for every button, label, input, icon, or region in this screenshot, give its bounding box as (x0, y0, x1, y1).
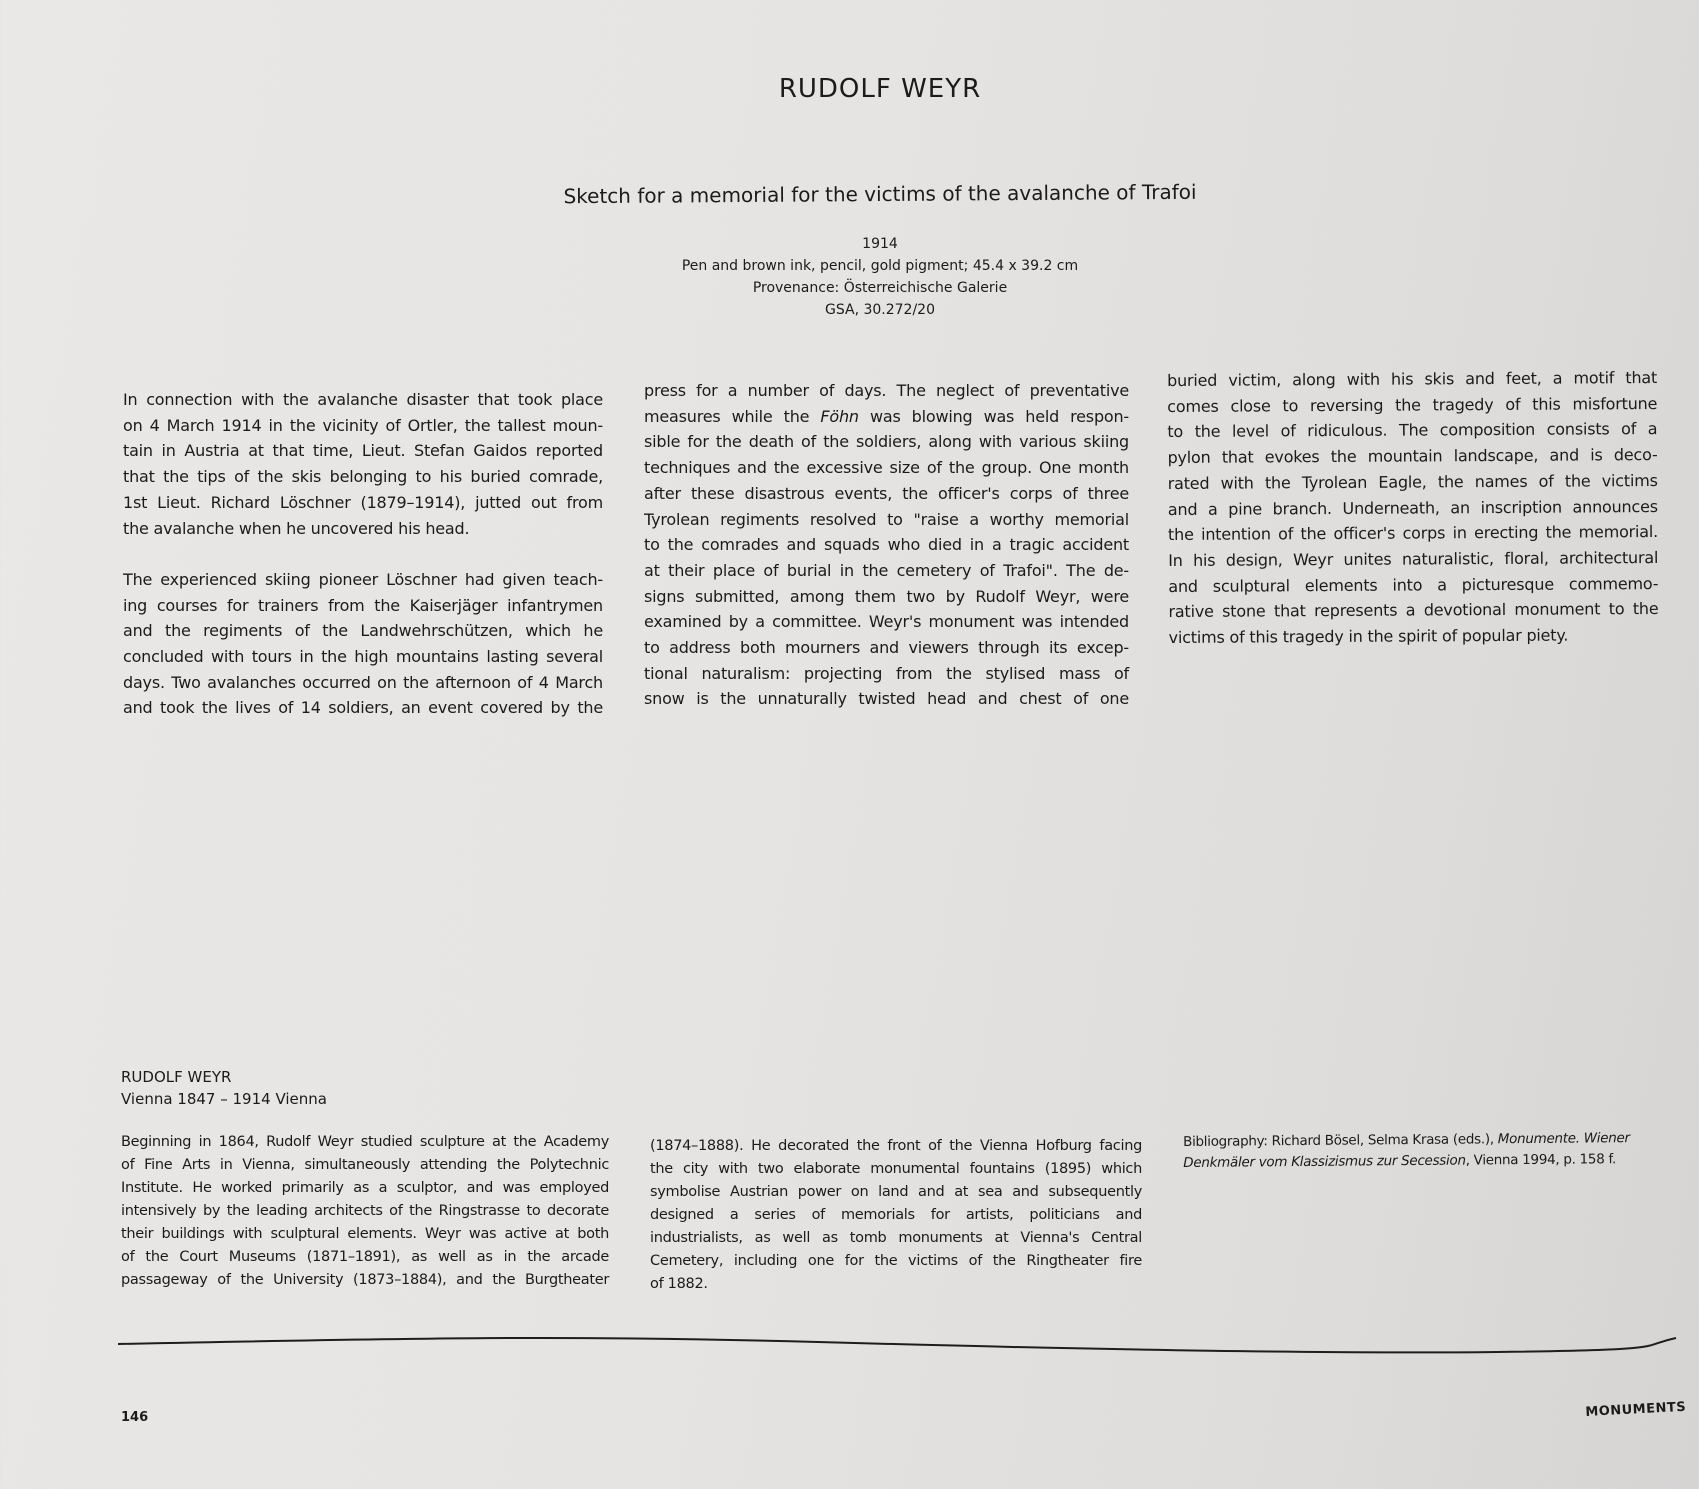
bibliography-title-cont: Denkmäler vom Klassizismus zur Secession (1183, 1152, 1466, 1171)
text-line: Tyrolean regiments resolved to "raise a worthy memorial (644, 509, 1129, 529)
biography-column-1 (121, 1131, 609, 1292)
text-line: to the comrades and squads who died in a tragic accident (644, 535, 1129, 555)
text-line: tional naturalism: projecting from the stylised mass of (644, 663, 1129, 683)
artwork-provenance: Provenance: Österreichische Galerie (752, 280, 1008, 296)
essay-column-3 (1167, 365, 1659, 651)
text-line (644, 404, 1129, 430)
text-line: snow is the unnaturally twisted head and chest of one (644, 689, 1129, 709)
text-line: buried victim, along with his skis and feet, a motif that (1167, 368, 1658, 390)
text-line: rative stone that represents a devotional monument to the (1168, 599, 1659, 622)
text-line: industrialists, as well as tomb monuments at Vienna's Central (650, 1230, 1142, 1246)
text-line: and took the lives of 14 soldiers, an event covered by the (123, 698, 603, 718)
text-line: 1st Lieut. Richard Löschner (1879–1914), jutted out from (123, 492, 603, 512)
text-line: that the tips of the skis belonging to his buried comrade, (123, 467, 603, 487)
text-line: designed a series of memorials for artists, politicians and (650, 1207, 1142, 1223)
artwork-meta (0, 233, 1699, 321)
text-line: examined by a committee. Weyr's monument was intended (644, 612, 1129, 632)
italic-term: Föhn (820, 406, 859, 426)
text-line: on 4 March 1914 in the vicinity of Ortler, the tallest moun- (123, 415, 603, 435)
text-line: Cemetery, including one for the victims of the Ringtheater fire (650, 1253, 1142, 1269)
text-run: measures while the (644, 406, 821, 426)
text-line: comes close to reversing the tragedy of this misfortune (1167, 393, 1658, 416)
text-line: passageway of the University (1873–1884), and the Burgtheater (121, 1272, 609, 1288)
biography-name: RUDOLF WEYR (121, 1068, 232, 1086)
text-line: and sculptural elements into a picturesque commemo- (1168, 573, 1659, 596)
text-line: press for a number of days. The neglect of preventative (644, 381, 1129, 400)
text-line: In his design, Weyr unites naturalistic, floral, architectural (1168, 547, 1659, 570)
text-line: techniques and the excessive size of the group. One month (644, 458, 1129, 478)
text-line: ing courses for trainers from the Kaiserjäger infantrymen (123, 595, 603, 615)
biography-column-2 (650, 1135, 1142, 1296)
text-line: at their place of burial in the cemetery of Trafoi". The de- (644, 560, 1129, 580)
page-number: 146 (121, 1410, 149, 1425)
text-line: after these disastrous events, the officer's corps of three (644, 483, 1129, 503)
bibliography (1183, 1128, 1673, 1174)
text-line: The experienced skiing pioneer Löschner had given teach- (123, 569, 603, 589)
section-name: MONUMENTS (1585, 1399, 1687, 1420)
text-line: concluded with tours in the high mountains lasting several (123, 647, 603, 667)
essay-paragraph (123, 567, 603, 721)
text-line: days. Two avalanches occurred on the afternoon of 4 March (123, 672, 603, 692)
artwork-inventory: GSA, 30.272/20 (825, 302, 935, 318)
text-line: intensively by the leading architects of the Ringstrasse to decorate (121, 1203, 609, 1219)
essay-column-1 (123, 387, 603, 721)
text-line: symbolise Austrian power on land and at sea and subsequently (650, 1184, 1142, 1200)
text-line: sible for the death of the soldiers, along with various skiing (644, 432, 1129, 452)
text-line: the intention of the officer's corps in erecting the memorial. (1167, 522, 1659, 545)
artist-title: RUDOLF WEYR (778, 74, 982, 104)
text-line: pylon that evokes the mountain landscape, and is deco- (1167, 445, 1658, 468)
text-line: of 1882. (650, 1276, 708, 1292)
text-line: of the Court Museums (1871–1891), as well as in the arcade (121, 1249, 609, 1265)
text-line: their buildings with sculptural elements. Weyr was active at both (121, 1226, 609, 1242)
text-line: to address both mourners and viewers through its excep- (644, 638, 1129, 658)
text-line: signs submitted, among them two by Rudolf Weyr, were (644, 586, 1129, 606)
text-line: Beginning in 1864, Rudolf Weyr studied sculpture at the Academy (121, 1134, 609, 1150)
text-line: the avalanche when he uncovered his head. (123, 518, 470, 538)
text-line: the city with two elaborate monumental fountains (1895) which (650, 1161, 1142, 1177)
bibliography-suffix: , Vienna 1994, p. 158 f. (1465, 1151, 1616, 1169)
artwork-medium: Pen and brown ink, pencil, gold pigment; 45.4 x 39.2 cm (681, 258, 1079, 274)
biography-heading (121, 1066, 327, 1110)
artwork-year: 1914 (862, 236, 898, 252)
text-line: (1874–1888). He decorated the front of the Vienna Hofburg facing (650, 1138, 1142, 1154)
text-line: of Fine Arts in Vienna, simultaneously attending the Polytechnic (121, 1157, 609, 1173)
text-line: and the regiments of the Landwehrschützen, which he (123, 621, 603, 641)
biography-life-dates: Vienna 1847 – 1914 Vienna (121, 1090, 327, 1108)
text-line: tain in Austria at that time, Lieut. Stefan Gaidos reported (123, 441, 603, 461)
text-line: and a pine branch. Underneath, an inscription announces (1167, 496, 1658, 519)
work-title: Sketch for a memorial for the victims of the avalanche of Trafoi (563, 179, 1197, 209)
essay-column-2 (644, 378, 1129, 712)
text-line: rated with the Tyrolean Eagle, the names of the victims (1167, 470, 1658, 493)
text-line: Institute. He worked primarily as a sculptor, and was employed (121, 1180, 609, 1196)
text-run: was blowing was held respon- (858, 406, 1130, 426)
essay-paragraph (123, 387, 603, 541)
footer-rule (118, 1330, 1678, 1360)
bibliography-title: Monumente. Wiener (1497, 1130, 1630, 1148)
text-line: to the level of ridiculous. The composition consists of a (1167, 419, 1658, 442)
text-line: In connection with the avalanche disaster that took place (123, 390, 603, 409)
bibliography-prefix: Bibliography: Richard Bösel, Selma Krasa (eds.), (1183, 1131, 1498, 1150)
text-line: victims of this tragedy in the spirit of popular piety. (1168, 625, 1569, 648)
